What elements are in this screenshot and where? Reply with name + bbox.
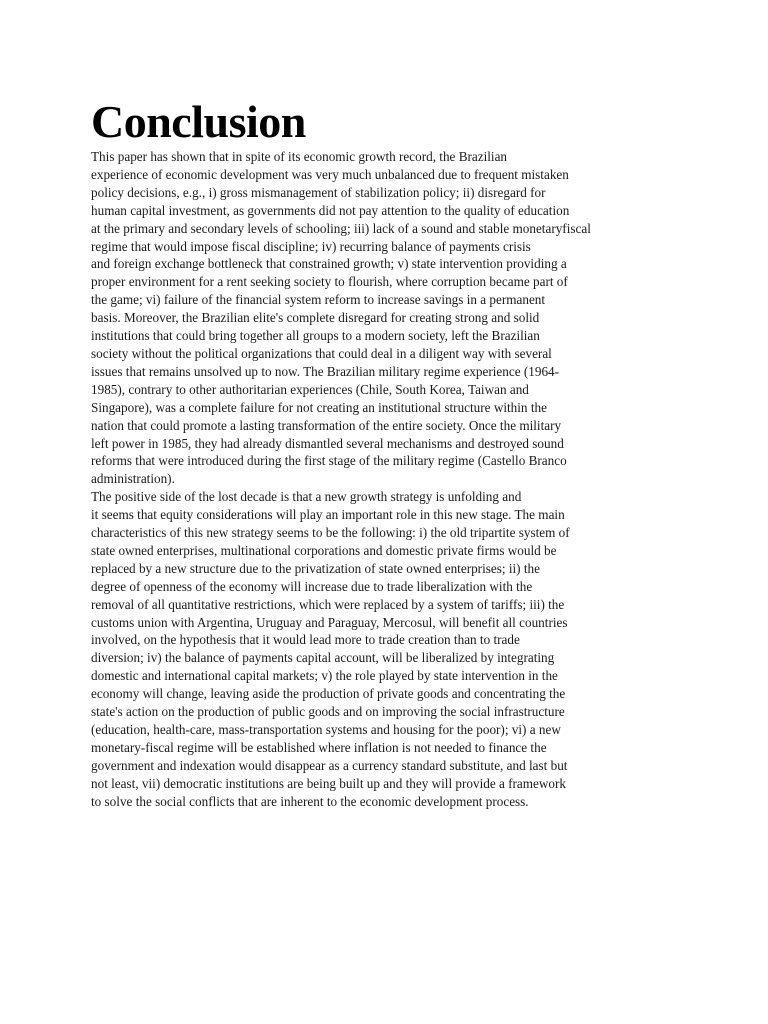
text-line: economy will change, leaving aside the production of private goods and concentrating the (91, 686, 566, 702)
text-line: to solve the social conflicts that are inherent to the economic development process. (91, 793, 529, 809)
text-line: administration). (91, 471, 175, 487)
document-content (91, 96, 671, 811)
text-line: involved, on the hypothesis that it would lead more to trade creation than to trade (91, 632, 520, 648)
text-line: replaced by a new structure due to the privatization of state owned enterprises; ii) the (91, 560, 540, 576)
text-line: society without the political organizations that could deal in a diligent way with several (91, 345, 552, 361)
text-line: government and indexation would disappear as a currency standard substitute, and last but (91, 757, 568, 773)
text-line: issues that remains unsolved up to now. The Brazilian military regime experience (1964- (91, 363, 560, 379)
text-line: nation that could promote a lasting transformation of the entire society. Once the military (91, 417, 562, 433)
text-line: This paper has shown that in spite of its economic growth record, the Brazilian (91, 149, 508, 164)
text-line: proper environment for a rent seeking society to flourish, where corruption became part of (91, 274, 568, 290)
text-line: the game; vi) failure of the financial system reform to increase savings in a permanent (91, 292, 546, 308)
text-line: domestic and international capital markets; v) the role played by state intervention in the (91, 668, 558, 684)
text-line: Singapore), was a complete failure for not creating an institutional structure within the (91, 399, 547, 415)
text-line: monetary-fiscal regime will be established where inflation is not needed to finance the (91, 739, 547, 755)
text-line: left power in 1985, they had already dismantled several mechanisms and destroyed sound (91, 435, 564, 451)
text-line: and foreign exchange bottleneck that constrained growth; v) state intervention providing a (91, 256, 567, 272)
text-line: reforms that were introduced during the first stage of the military regime (Castello Branco (91, 453, 567, 469)
text-line: regime that would impose fiscal discipline; iv) recurring balance of payments crisis (91, 238, 531, 254)
text-line: 1985), contrary to other authoritarian experiences (Chile, South Korea, Taiwan and (91, 381, 529, 397)
text-line: state owned enterprises, multinational corporations and domestic private firms would be (91, 542, 557, 558)
text-line: The positive side of the lost decade is that a new growth strategy is unfolding and (91, 489, 522, 505)
text-line: diversion; iv) the balance of payments capital account, will be liberalized by integrating (91, 650, 555, 666)
text-line: degree of openness of the economy will increase due to trade liberalization with the (91, 578, 533, 594)
paragraph-1 (91, 148, 671, 488)
section-heading: Conclusion (91, 96, 306, 147)
text-line: removal of all quantitative restrictions, which were replaced by a system of tariffs; iii) the (91, 596, 565, 612)
text-line: it seems that equity considerations will play an important role in this new stage. The main (91, 507, 565, 523)
text-line: basis. Moreover, the Brazilian elite's complete disregard for creating strong and solid (91, 310, 540, 326)
text-line: at the primary and secondary levels of schooling; iii) lack of a sound and stable monetaryfiscal (91, 220, 591, 236)
text-line: policy decisions, e.g., i) gross mismanagement of stabilization policy; ii) disregard for (91, 184, 546, 200)
text-line: customs union with Argentina, Uruguay and Paraguay, Mercosul, will benefit all countries (91, 614, 568, 630)
text-line: human capital investment, as governments did not pay attention to the quality of education (91, 202, 570, 218)
text-line: characteristics of this new strategy seems to be the following: i) the old tripartite system of (91, 525, 570, 541)
text-line: state's action on the production of public goods and on improving the social infrastructure (91, 704, 565, 720)
text-line: experience of economic development was very much unbalanced due to frequent mistaken (91, 166, 569, 182)
text-line: (education, health-care, mass-transportation systems and housing for the poor); vi) a new (91, 722, 561, 737)
text-line: not least, vii) democratic institutions are being built up and they will provide a framework (91, 775, 566, 791)
paragraph-2 (91, 488, 671, 810)
text-line: institutions that could bring together all groups to a modern society, left the Brazilian (91, 328, 540, 344)
